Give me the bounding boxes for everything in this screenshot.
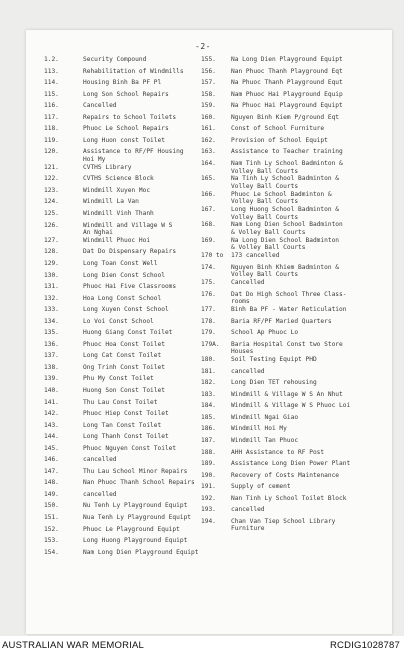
- list-item: [201, 279, 386, 291]
- item-description: Windmill & Village W S Phuoc Loi: [231, 402, 351, 410]
- item-number: 192.: [201, 494, 216, 502]
- item-description: Ong Trinh Const Toilet: [83, 363, 165, 371]
- list-item: [44, 56, 202, 68]
- item-description: Soil Testing Equipt PHD: [231, 356, 317, 364]
- item-number: 178.: [201, 317, 216, 325]
- item-number: 135.: [44, 329, 59, 337]
- list-item: [201, 91, 386, 103]
- item-description: Long Xuyen Const School: [83, 306, 169, 314]
- item-number: 139.: [44, 375, 59, 383]
- item-description: Nan Tinh Ly School Toilet Block: [231, 494, 347, 502]
- item-number: 162.: [201, 136, 216, 144]
- item-description: Rehabilitation of Windmills: [83, 67, 184, 75]
- item-number: 189.: [201, 460, 216, 468]
- list-item: [44, 283, 202, 295]
- list-item: [44, 491, 202, 503]
- item-number: 177.: [201, 306, 216, 314]
- list-item: [44, 125, 202, 137]
- item-number: 157.: [201, 79, 216, 87]
- list-item: [201, 68, 386, 80]
- list-item: [44, 422, 202, 434]
- item-description: Assistance to Teacher training: [231, 148, 343, 156]
- item-description: Baria RF/PF Maried Quarters: [231, 317, 332, 325]
- item-description: Long Tan Const Toilet: [83, 421, 162, 429]
- item-number: 148.: [44, 479, 59, 487]
- item-description: Thu Lau School Minor Repairs: [83, 467, 188, 475]
- list-item: [44, 272, 202, 284]
- item-description: Housing Binh Ba PF Pl: [83, 79, 162, 87]
- left-column-list: [44, 56, 202, 560]
- item-number: 125.: [44, 209, 59, 217]
- item-number: 167.: [201, 206, 216, 214]
- item-description: Long Huong Playground Equipt: [83, 537, 188, 545]
- item-description: Phuoc Hoa Const Toilet: [83, 340, 165, 348]
- item-description: Chan Van Tiep School Library Furniture: [231, 517, 336, 533]
- item-description: Phuoc Hiep Const Toilet: [83, 410, 169, 418]
- list-item: [201, 402, 386, 414]
- item-description: Windmill Phuoc Hoi: [83, 236, 151, 244]
- list-item: [44, 433, 202, 445]
- list-item: [44, 210, 202, 222]
- item-number: 151.: [44, 514, 59, 522]
- item-description: Repairs to School Toilets: [83, 113, 177, 121]
- list-item: [44, 456, 202, 468]
- item-description: Nu Tenh Ly Playground Equipt: [83, 502, 188, 510]
- item-description: Long Thanh Const Toilet: [83, 433, 169, 441]
- item-number: 175.: [201, 279, 216, 287]
- item-description: cancelled: [231, 367, 265, 375]
- list-item: [201, 175, 386, 190]
- list-item: [44, 445, 202, 457]
- list-item: [201, 495, 386, 507]
- item-number: 156.: [201, 67, 216, 75]
- item-description: Nan Phuoc Thanh School Repairs: [83, 479, 195, 487]
- list-item: [201, 518, 386, 533]
- list-item: [44, 502, 202, 514]
- item-description: Long Huon const Toilet: [83, 136, 165, 144]
- item-description: Windmill Ngai Giao: [231, 413, 299, 421]
- item-number: 187.: [201, 437, 216, 444]
- list-item: [201, 264, 386, 279]
- list-item: [201, 160, 386, 175]
- item-number: 153.: [44, 537, 59, 545]
- archive-footer: [0, 636, 404, 654]
- item-description: Na Tinh Ly School Badminton & Volley Ball Courts: [231, 175, 340, 190]
- list-item: [44, 341, 202, 353]
- item-description: Const of School Furniture: [231, 125, 325, 133]
- item-number: 141.: [44, 398, 59, 406]
- item-description: Nam Phuoc Hai Playground Equip: [231, 90, 343, 98]
- list-item: [201, 460, 386, 472]
- item-number: 136.: [44, 340, 59, 348]
- list-item: [44, 237, 202, 249]
- item-description: Lo Voi Const School: [83, 317, 154, 325]
- item-description: Dat Do Dispensary Repairs: [83, 248, 177, 256]
- list-item: [201, 102, 386, 114]
- item-description: Nguyen Binh Khiem Badminton & Volley Ball Courts: [231, 263, 340, 279]
- item-description: Binh Ba PF - Water Reticulation: [231, 306, 347, 314]
- item-description: Phuoc Le School Repairs: [83, 125, 169, 133]
- list-item: [44, 222, 202, 237]
- item-number: 155.: [201, 56, 216, 63]
- item-description: Long Huong School Badminton & Volley Ball Courts: [231, 206, 340, 221]
- list-item: [44, 79, 202, 91]
- item-description: Phu My Const Toilet: [83, 375, 154, 383]
- item-number: 190.: [201, 471, 216, 479]
- item-number: 120.: [44, 148, 59, 156]
- item-description: Nam Long Dien Playground Equipt: [83, 548, 199, 556]
- item-number: 117.: [44, 113, 59, 121]
- item-description: Assistance to RF/PF Housing Hoi My: [83, 148, 184, 163]
- item-number: 174.: [201, 263, 216, 271]
- item-number: 145.: [44, 444, 59, 452]
- list-item: [44, 187, 202, 199]
- list-item: [201, 148, 386, 160]
- list-item: [201, 237, 386, 252]
- item-number: 123.: [44, 186, 59, 194]
- item-number: 154.: [44, 548, 59, 556]
- item-number: 137.: [44, 352, 59, 360]
- item-number: 116.: [44, 102, 59, 110]
- item-description: Windmill Hoi My: [231, 425, 287, 433]
- item-description: Security Compound: [83, 56, 147, 63]
- list-item: [201, 483, 386, 495]
- item-description: Windmill and Village W S An Nghai: [83, 221, 173, 237]
- item-number: 188.: [201, 448, 216, 456]
- item-description: Long Cat Const Toilet: [83, 352, 162, 360]
- item-number: 164.: [201, 159, 216, 167]
- item-description: Assistance Long Dien Power Plant: [231, 460, 351, 468]
- item-description: Huong Giang Const Toilet: [83, 329, 173, 337]
- list-item: [201, 329, 386, 341]
- item-description: 173 cancelled: [231, 252, 280, 260]
- list-item: [201, 391, 386, 403]
- item-number: 131.: [44, 283, 59, 291]
- item-number: 191.: [201, 483, 216, 491]
- item-description: Baria Hospital Const two Store Houses: [231, 340, 343, 356]
- list-item: [44, 399, 202, 411]
- item-number: 150.: [44, 502, 59, 510]
- item-description: School Ap Phuoc Lo: [231, 329, 299, 337]
- list-item: [201, 206, 386, 221]
- list-item: [201, 506, 386, 518]
- item-number: 1.2.: [44, 56, 59, 63]
- list-item: [44, 549, 202, 561]
- list-item: [44, 198, 202, 210]
- item-description: Na Long Dien Playground Equipt: [231, 56, 343, 63]
- list-item: [201, 137, 386, 149]
- item-description: Na Phuoc Hai Playground Equipt: [231, 102, 343, 110]
- item-number: 165.: [201, 175, 216, 183]
- list-item: [44, 479, 202, 491]
- item-number: 114.: [44, 79, 59, 87]
- item-description: Nam Long Dien School Badminton & Volley Ball Courts: [231, 221, 343, 237]
- list-item: [201, 318, 386, 330]
- item-number: 169.: [201, 236, 216, 244]
- item-description: Thu Lau Const Toilet: [83, 398, 158, 406]
- item-description: Hoa Long Const School: [83, 294, 162, 302]
- item-description: Cancelled: [83, 102, 117, 110]
- item-description: Long Dien TET rehousing: [231, 379, 317, 387]
- item-description: Nguyen Binh Kiem P/ground Eqt: [231, 113, 340, 121]
- item-description: Windmill & Village W S An Nhut: [231, 390, 343, 398]
- footer-archive-name: AUSTRALIAN WAR MEMORIAL: [2, 640, 145, 651]
- item-description: Windmill Tan Phuoc: [231, 437, 299, 444]
- item-number: 158.: [201, 90, 216, 98]
- item-number: 118.: [44, 125, 59, 133]
- list-item: [44, 68, 202, 80]
- item-number: 134.: [44, 317, 59, 325]
- list-item: [201, 368, 386, 380]
- item-description: Huong Son Const Toilet: [83, 387, 165, 394]
- item-description: cancelled: [83, 490, 117, 498]
- item-description: Phuoc Le Playground Equipt: [83, 525, 180, 533]
- list-item: [44, 148, 202, 163]
- list-item: [44, 260, 202, 272]
- item-description: Cancelled: [231, 279, 265, 287]
- item-number: 186.: [201, 425, 216, 433]
- page-number: -2-: [195, 42, 211, 51]
- item-description: Windmill Vinh Thanh: [83, 209, 154, 217]
- item-description: Na Phuoc Thanh Playground Equt: [231, 79, 343, 87]
- list-item: [44, 364, 202, 376]
- item-number: 113.: [44, 67, 59, 75]
- item-number: 152.: [44, 525, 59, 533]
- item-number: 126.: [44, 221, 59, 229]
- list-item: [44, 318, 202, 330]
- list-item: [201, 56, 386, 68]
- item-description: Windmill Xuyen Moc: [83, 186, 151, 194]
- list-item: [201, 252, 386, 264]
- list-item: [201, 379, 386, 391]
- item-number: 130.: [44, 271, 59, 279]
- item-description: Nan Phuoc Thanh Playground Eqt: [231, 67, 343, 75]
- item-number: 143.: [44, 421, 59, 429]
- list-item: [44, 248, 202, 260]
- list-item: [44, 91, 202, 103]
- item-number: 161.: [201, 125, 216, 133]
- item-number: 115.: [44, 90, 59, 98]
- list-item: [44, 114, 202, 126]
- list-item: [201, 306, 386, 318]
- item-number: 168.: [201, 221, 216, 229]
- list-item: [201, 437, 386, 449]
- item-number: 179A.: [201, 340, 220, 348]
- item-number: 144.: [44, 433, 59, 441]
- list-item: [44, 387, 202, 399]
- item-description: Supply of cement: [231, 483, 291, 491]
- item-description: Dat Do High School Three Class- rooms: [231, 290, 347, 306]
- footer-record-id: RCDIG1028787: [330, 640, 400, 651]
- list-item: [201, 79, 386, 91]
- item-description: Na Long Dien School Badminton & Volley Ball Courts: [231, 236, 340, 252]
- list-item: [201, 472, 386, 484]
- list-item: [44, 295, 202, 307]
- list-item: [44, 137, 202, 149]
- item-description: AHH Assistance to RF Post: [231, 448, 325, 456]
- list-item: [201, 341, 386, 356]
- item-number: 159.: [201, 102, 216, 110]
- item-number: 181.: [201, 367, 216, 375]
- item-number: 124.: [44, 198, 59, 206]
- item-number: 121.: [44, 163, 59, 171]
- list-item: [44, 329, 202, 341]
- item-number: 149.: [44, 490, 59, 498]
- item-description: Phuoc Hai Five Classrooms: [83, 283, 177, 291]
- list-item: [44, 410, 202, 422]
- list-item: [44, 526, 202, 538]
- item-number: 132.: [44, 294, 59, 302]
- list-item: [201, 356, 386, 368]
- item-description: Provision of School Equipt: [231, 136, 328, 144]
- item-description: cancelled: [83, 456, 117, 464]
- item-number: 127.: [44, 236, 59, 244]
- item-description: Long Dien Const School: [83, 271, 165, 279]
- item-description: Phuoc Nguyen Const Toilet: [83, 444, 177, 452]
- list-item: [201, 125, 386, 137]
- item-number: 194.: [201, 517, 216, 525]
- item-number: 133.: [44, 306, 59, 314]
- item-number: 182.: [201, 379, 216, 387]
- list-item: [44, 468, 202, 480]
- list-item: [201, 191, 386, 206]
- list-item: [44, 102, 202, 114]
- list-item: [44, 306, 202, 318]
- item-number: 138.: [44, 363, 59, 371]
- item-description: Windmill La Van: [83, 198, 139, 206]
- item-number: 140.: [44, 387, 59, 394]
- list-item: [44, 164, 202, 176]
- item-number: 147.: [44, 467, 59, 475]
- list-item: [201, 114, 386, 126]
- item-description: Nam Tinh Ly School Badminton & Volley Ball Courts: [231, 159, 343, 175]
- list-item: [44, 537, 202, 549]
- item-description: Recovery of Costs Maintenance: [231, 471, 340, 479]
- item-description: cancelled: [231, 506, 265, 514]
- item-number: 176.: [201, 290, 216, 298]
- list-item: [44, 352, 202, 364]
- item-number: 180.: [201, 356, 216, 364]
- item-number: 184.: [201, 402, 216, 410]
- list-item: [201, 425, 386, 437]
- right-column-list: [201, 56, 386, 533]
- item-number: 179.: [201, 329, 216, 337]
- list-item: [201, 414, 386, 426]
- item-number: 142.: [44, 410, 59, 418]
- item-description: CVTHS Science Block: [83, 175, 154, 183]
- item-description: CVTHS Library: [83, 163, 132, 171]
- item-number: 128.: [44, 248, 59, 256]
- list-item: [201, 449, 386, 461]
- item-number: 185.: [201, 413, 216, 421]
- item-number: 183.: [201, 390, 216, 398]
- item-description: Phuoc Le School Badminton & Volley Ball Courts: [231, 190, 332, 206]
- item-number: 129.: [44, 259, 59, 267]
- item-number: 122.: [44, 175, 59, 183]
- item-number: 119.: [44, 136, 59, 144]
- item-number: 160.: [201, 113, 216, 121]
- list-item: [44, 375, 202, 387]
- item-description: Long Toan Const Well: [83, 259, 158, 267]
- item-number: 166.: [201, 190, 216, 198]
- list-item: [44, 514, 202, 526]
- item-description: Nua Tenh Ly Playground Equipt: [83, 514, 192, 522]
- list-item: [201, 291, 386, 306]
- item-number: 146.: [44, 456, 59, 464]
- list-item: [201, 221, 386, 236]
- item-number: 170 to: [201, 252, 224, 260]
- item-description: Long Son School Repairs: [83, 90, 169, 98]
- item-number: 193.: [201, 506, 216, 514]
- list-item: [44, 175, 202, 187]
- item-number: 163.: [201, 148, 216, 156]
